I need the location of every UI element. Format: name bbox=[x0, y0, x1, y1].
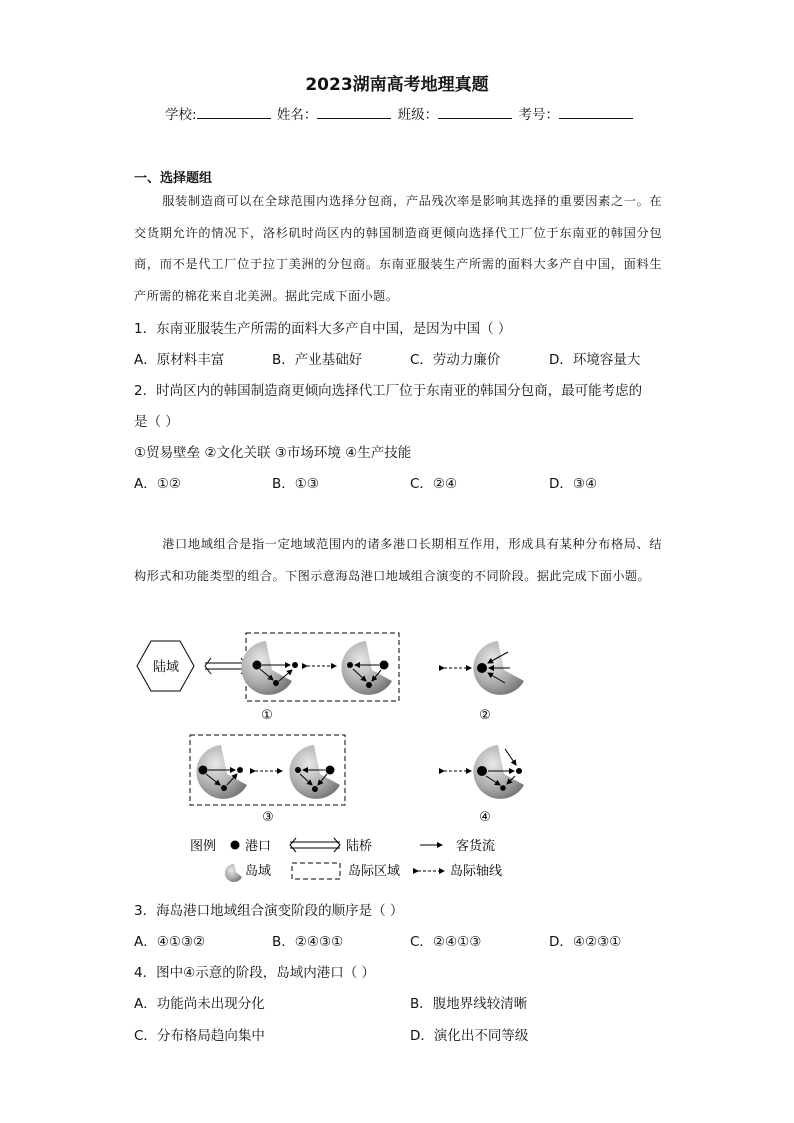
exam-no-blank bbox=[559, 105, 633, 119]
q2-option-a: A．①② bbox=[134, 476, 181, 492]
q1-option-c: C．劳动力廉价 bbox=[410, 352, 501, 368]
name-label: 姓名： bbox=[276, 107, 318, 123]
passage-1-text: 服装制造商可以在全球范围内选择分包商，产品残次率是影响其选择的重要因素之一。在交货期允许的情况下，洛杉矶时尚区内的韩国制造商更倾向选择代工厂位于东南亚的韩国分包商，而不是代工厂位于拉丁美洲的分包商。东南亚服装生产所需的面料大多产自中国，面料生产所需的棉花来自北美洲。据此完成下面小题。 bbox=[134, 194, 662, 303]
legend-region-label: 岛际区域 bbox=[348, 864, 401, 879]
passage-2 bbox=[134, 529, 662, 592]
stage-1-label: ① bbox=[261, 708, 273, 723]
q3-option-d: D．④②③① bbox=[549, 934, 622, 950]
island-1b bbox=[341, 641, 392, 695]
q3-option-c: C．②④①③ bbox=[410, 934, 482, 950]
q2-items: ①贸易壁垒 ②文化关联 ③市场环境 ④生产技能 bbox=[134, 445, 412, 461]
q1-option-b: B．产业基础好 bbox=[272, 352, 363, 368]
q1-stem: 1．东南亚服装生产所需的面料大多产自中国，是因为中国（ ） bbox=[134, 321, 512, 337]
section-title: 一、选择题组 bbox=[134, 171, 213, 186]
passage-1 bbox=[134, 186, 662, 312]
q4-stem: 4．图中④示意的阶段，岛域内港口（ ） bbox=[134, 965, 375, 981]
class-label: 班级： bbox=[397, 107, 439, 123]
exam-no-label: 考号： bbox=[518, 107, 559, 123]
legend-bridge-label: 陆桥 bbox=[346, 839, 373, 854]
stage-4-label: ④ bbox=[479, 810, 491, 825]
class-blank bbox=[438, 105, 512, 119]
school-blank bbox=[197, 105, 271, 119]
stage-2-label: ② bbox=[479, 708, 491, 723]
legend-title: 图例 bbox=[190, 839, 217, 854]
stage-3-label: ③ bbox=[262, 810, 274, 825]
q4-option-a: A．功能尚未出现分化 bbox=[134, 996, 265, 1012]
island-4 bbox=[473, 745, 524, 799]
school-label: 学校: bbox=[165, 107, 197, 123]
q3-option-a: A．④①③② bbox=[134, 934, 206, 950]
island-3a bbox=[196, 745, 247, 799]
legend-flow-label: 客货流 bbox=[456, 839, 496, 854]
q1-option-d: D．环境容量大 bbox=[549, 352, 641, 368]
q4-option-c: C．分布格局趋向集中 bbox=[134, 1028, 265, 1044]
land-bridge-icon bbox=[205, 658, 247, 674]
legend-axis-label: 岛际轴线 bbox=[450, 864, 503, 879]
q2-stem-line2: 是（ ） bbox=[134, 414, 179, 430]
q3-stem: 3．海岛港口地域组合演变阶段的顺序是（ ） bbox=[134, 903, 404, 919]
q2-option-d: D．③④ bbox=[549, 476, 598, 492]
figure-legend bbox=[190, 838, 502, 882]
legend-port-label: 港口 bbox=[245, 839, 272, 854]
q2-option-c: C．②④ bbox=[410, 476, 458, 492]
legend-bridge-icon bbox=[290, 838, 340, 852]
island-3b bbox=[289, 745, 340, 799]
passage-2-text: 港口地域组合是指一定地域范围内的诸多港口长期相互作用，形成具有某种分布格局、结构形式和功能类型的组合。下图示意海岛港口地域组合演变的不同阶段。据此完成下面小题。 bbox=[134, 537, 662, 583]
name-blank bbox=[317, 105, 391, 119]
q1-option-a: A．原材料丰富 bbox=[134, 352, 225, 368]
legend-region-icon bbox=[292, 863, 340, 879]
q2-stem-line1: 2．时尚区内的韩国制造商更倾向选择代工厂位于东南亚的韩国分包商，最可能考虑的 bbox=[134, 383, 643, 399]
student-info-line bbox=[165, 103, 635, 123]
island-2 bbox=[473, 641, 524, 695]
land-label: 陆域 bbox=[152, 660, 180, 675]
port-evolution-figure bbox=[0, 625, 794, 885]
legend-island-label: 岛域 bbox=[245, 864, 272, 879]
island-1a bbox=[241, 641, 298, 695]
legend-island-icon bbox=[225, 864, 242, 882]
legend-port-icon bbox=[231, 841, 240, 850]
page-title: 2023湖南高考地理真题 bbox=[305, 75, 489, 95]
q3-option-b: B．②④③① bbox=[272, 934, 344, 950]
q4-option-b: B．腹地界线较清晰 bbox=[410, 996, 528, 1012]
q2-option-b: B．①③ bbox=[272, 476, 319, 492]
q4-option-d: D．演化出不同等级 bbox=[410, 1028, 529, 1044]
